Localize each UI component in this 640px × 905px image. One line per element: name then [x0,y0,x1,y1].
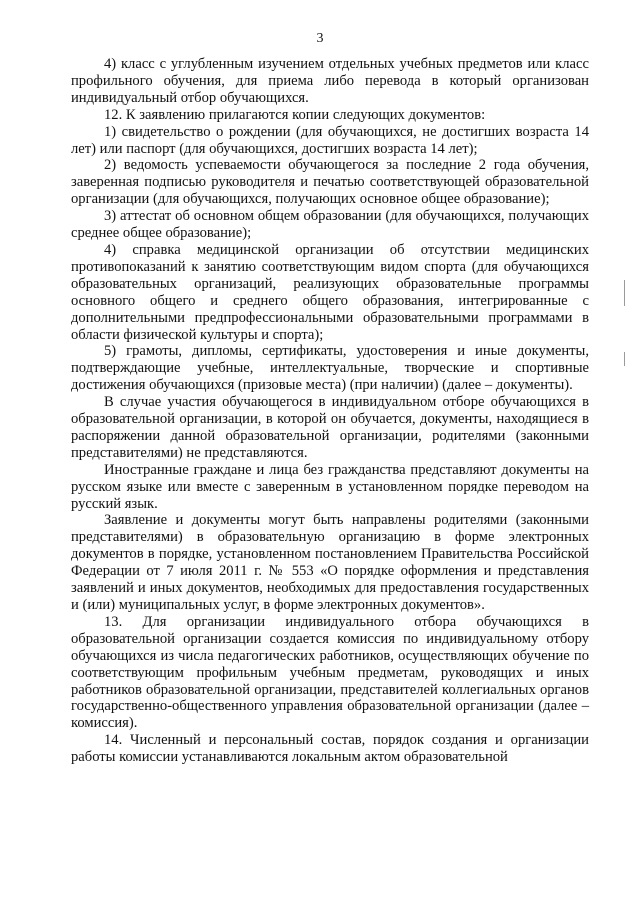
paragraph-doc-2: 2) ведомость успеваемости обучающегося за последние 2 года обучения, заверенная подписью руководителя и печатью соответствующей образовательной организации (для обучающихся, получающих основное общее образование); [71,157,589,208]
paragraph-doc-5: 5) грамоты, дипломы, сертификаты, удостоверения и иные документы, подтверждающие учебные, интеллектуальные, творческие и спортивные достижения обучающихся (призовые места) (при наличии) (далее – документы). [71,343,589,394]
paragraph-section-12-intro: 12. К заявлению прилагаются копии следующих документов: [104,106,486,123]
paragraph-section-14: 14. Численный и персональный состав, порядок создания и организации работы комиссии устанавливаются локальным актом образовательной [71,732,589,766]
paragraph-section-13: 13. Для организации индивидуального отбора обучающихся в образовательной организации создается комиссия по индивидуальному отбору обучающихся из числа педагогических работников, осуществляющих обучение по соответствующим профильным учебным предметам, руководящих и иных работников образовательной организации, представителей коллегиальных органов государственно-общественного управления образовательной организации (далее – комиссия). [71,613,589,732]
page-number: 3 [316,31,324,46]
paragraph-own-organization: В случае участия обучающегося в индивидуальном отборе обучающихся в образовательной организации, в которой он обучается, документы, находящиеся в распоряжении данной образовательной организации, родителями (законными представителями) не представляются. [71,394,589,461]
paragraph-foreign-citizens: Иностранные граждане и лица без гражданства представляют документы на русском языке или вместе с заверенным в установленном порядке переводом на русский язык. [71,461,589,512]
paragraph-doc-4: 4) справка медицинской организации об отсутствии медицинских противопоказаний к занятию соответствующим видом спорта (для обучающихся образовательных организаций, реализующих образовательные программы основного общего и среднего общего образования, интегрированные с дополнительными предпрофессиональными образовательными программами в области физической культуры и спорта); [71,241,589,343]
paragraph-doc-1: 1) свидетельство о рождении (для обучающихся, не достигших возраста 14 лет) или паспорт (для обучающихся, достигших возраста 14 лет); [71,123,589,157]
paragraph-item-4: 4) класс с углубленным изучением отдельных учебных предметов или класс профильного обучения, для приема либо перевода в который организован индивидуальный отбор обучающихся. [71,56,589,106]
document-body [71,56,589,766]
paragraph-electronic-documents: Заявление и документы могут быть направлены родителями (законными представителями) в образовательную организацию в форме электронных документов в порядке, установленном постановлением Правительства Российской Федерации от 7 июля 2011 г. № 553 «О порядке оформления и представления заявлений и иных документов, необходимых для предоставления государственных и (или) муниципальных услуг, в форме электронных документов». [71,512,589,613]
scan-edge-mark [624,352,625,366]
scan-edge-mark [624,280,625,306]
paragraph-doc-3: 3) аттестат об основном общем образовании (для обучающихся, получающих среднее общее образование); [71,208,589,242]
